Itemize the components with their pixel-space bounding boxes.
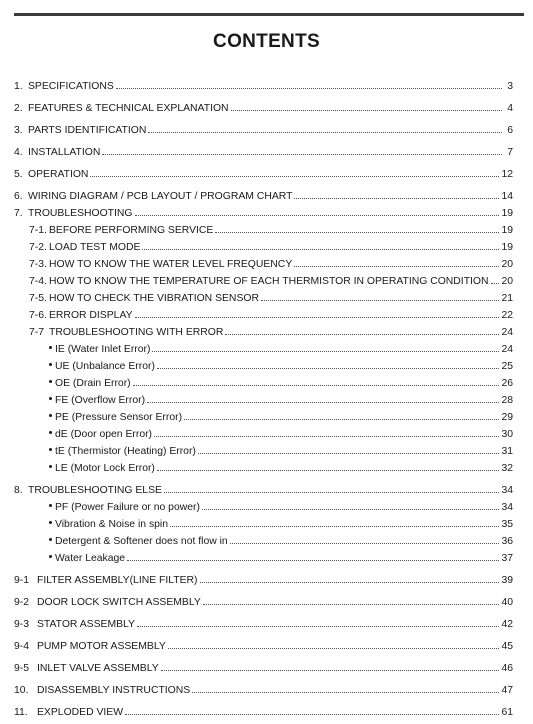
toc-entry-page: 36 — [501, 536, 513, 547]
dot-leader — [142, 240, 499, 250]
dot-leader — [203, 595, 500, 605]
toc-entry[interactable] — [14, 639, 513, 653]
toc-entry[interactable] — [49, 444, 513, 458]
dot-leader — [184, 410, 499, 420]
toc-entry-title: PARTS IDENTIFICATION — [28, 125, 147, 136]
toc-entry-title: BEFORE PERFORMING SERVICE — [49, 225, 214, 236]
dot-leader — [135, 206, 500, 216]
toc-entry[interactable] — [29, 240, 513, 254]
dot-leader — [154, 427, 499, 437]
toc-entry-page: 31 — [501, 446, 513, 457]
toc-entry-title: EXPLODED VIEW — [37, 707, 124, 718]
toc-entry-page: 30 — [501, 429, 513, 440]
toc-entry-page: 24 — [501, 327, 513, 338]
dot-leader — [127, 551, 499, 561]
toc-entry-page: 21 — [501, 293, 513, 304]
toc-entry[interactable] — [49, 393, 513, 407]
toc-entry-page: 34 — [501, 502, 513, 513]
dot-leader — [137, 617, 499, 627]
dot-leader — [202, 500, 499, 510]
dot-leader — [152, 342, 499, 352]
toc-entry-page: 3 — [507, 81, 513, 92]
toc-entry[interactable] — [49, 342, 513, 356]
toc-entry-page: 25 — [501, 361, 513, 372]
dot-leader — [102, 145, 502, 155]
bullet-icon — [49, 431, 52, 434]
dot-leader — [215, 223, 499, 233]
toc-entry-page: 20 — [501, 276, 513, 287]
dot-leader — [157, 359, 500, 369]
toc-entry-title: TROUBLESHOOTING WITH ERROR — [49, 327, 224, 338]
toc-entry[interactable] — [29, 325, 513, 339]
toc-entry-page: 26 — [501, 378, 513, 389]
toc-entry-title: DISASSEMBLY INSTRUCTIONS — [37, 685, 191, 696]
dot-leader — [164, 483, 499, 493]
toc-entry[interactable] — [49, 359, 513, 373]
toc-entry-title: WIRING DIAGRAM / PCB LAYOUT / PROGRAM CHART — [28, 191, 293, 202]
toc-entry[interactable] — [49, 410, 513, 424]
toc-entry-number: 9-1 — [14, 575, 30, 586]
toc-entry-number: 9-2 — [14, 597, 30, 608]
bullet-icon — [49, 414, 52, 417]
toc-entry[interactable] — [49, 461, 513, 475]
dot-leader — [294, 189, 499, 199]
toc-entry-title: PUMP MOTOR ASSEMBLY — [37, 641, 166, 652]
toc-entry[interactable] — [29, 274, 513, 288]
toc-entry-page: 19 — [501, 225, 513, 236]
page-title: CONTENTS — [213, 31, 320, 52]
toc-entry[interactable] — [29, 223, 513, 237]
toc-entry-page: 29 — [501, 412, 513, 423]
toc-entry-page: 42 — [501, 619, 513, 630]
toc-entry-number: 7. — [14, 208, 23, 219]
toc-entry[interactable] — [49, 534, 513, 548]
toc-entry-page: 14 — [501, 191, 513, 202]
toc-entry-title: TROUBLESHOOTING ELSE — [28, 485, 162, 496]
toc-entry-number: 5. — [14, 169, 23, 180]
bullet-icon — [49, 504, 52, 507]
toc-entry-title: Vibration & Noise in spin — [55, 519, 169, 530]
toc-entry-number: 11. — [14, 707, 28, 718]
toc-entry-page: 45 — [501, 641, 513, 652]
toc-entry-page: 20 — [501, 259, 513, 270]
toc-entry[interactable] — [14, 189, 513, 203]
toc-entry[interactable] — [29, 257, 513, 271]
toc-entry[interactable] — [14, 617, 513, 631]
toc-entry[interactable] — [14, 661, 513, 675]
toc-entry-number: 7-3. — [29, 259, 47, 270]
toc-entry[interactable] — [49, 500, 513, 514]
toc-entry-title: LE (Motor Lock Error) — [55, 463, 155, 474]
dot-leader — [491, 274, 500, 284]
toc-entry[interactable] — [49, 517, 513, 531]
toc-entry-page: 19 — [501, 208, 513, 219]
toc-entry-page: 34 — [501, 485, 513, 496]
toc-entry-title: OE (Drain Error) — [55, 378, 131, 389]
dot-leader — [225, 325, 499, 335]
dot-leader — [230, 534, 500, 544]
dot-leader — [200, 573, 500, 583]
toc-entry[interactable] — [14, 595, 513, 609]
toc-entry[interactable] — [29, 308, 513, 322]
toc-entry-title: TROUBLESHOOTING — [28, 208, 133, 219]
toc-entry-title: OPERATION — [28, 169, 89, 180]
dot-leader — [148, 123, 502, 133]
toc-entry-number: 7-1. — [29, 225, 47, 236]
toc-entry-number: 7-5. — [29, 293, 47, 304]
dot-leader — [161, 661, 500, 671]
toc-entry-title: dE (Door open Error) — [55, 429, 153, 440]
dot-leader — [192, 683, 499, 693]
dot-leader — [116, 79, 502, 89]
bullet-icon — [49, 448, 52, 451]
dot-leader — [261, 291, 499, 301]
toc-entry-title: DOOR LOCK SWITCH ASSEMBLY — [37, 597, 201, 608]
toc-entry[interactable] — [14, 167, 513, 181]
toc-entry-number: 10. — [14, 685, 29, 696]
toc-entry-page: 22 — [501, 310, 513, 321]
toc-entry[interactable] — [49, 427, 513, 441]
toc-entry[interactable] — [29, 291, 513, 305]
bullet-icon — [49, 363, 52, 366]
toc-entry-page: 32 — [501, 463, 513, 474]
toc-entry-number: 9-5 — [14, 663, 30, 674]
toc-entry-title: PE (Pressure Sensor Error) — [55, 412, 183, 423]
toc-entry[interactable] — [49, 551, 513, 565]
bullet-icon — [49, 397, 52, 400]
toc-entry-title: IE (Water Inlet Error) — [55, 344, 151, 355]
toc-entry-number: 7-4. — [29, 276, 47, 287]
toc-entry-title: INSTALLATION — [28, 147, 101, 158]
toc-entry-title: HOW TO KNOW THE WATER LEVEL FREQUENCY — [49, 259, 293, 270]
toc-entry[interactable] — [14, 79, 513, 93]
dot-leader — [147, 393, 499, 403]
toc-entry-page: 46 — [501, 663, 513, 674]
toc-entry-number: 6. — [14, 191, 23, 202]
dot-leader — [198, 444, 500, 454]
toc-entry-page: 28 — [501, 395, 513, 406]
toc-entry-title: Water Leakage — [55, 553, 126, 564]
toc-entry-title: ERROR DISPLAY — [49, 310, 133, 321]
toc-entry-page: 6 — [507, 125, 513, 136]
toc-entry-title: FEATURES & TECHNICAL EXPLANATION — [28, 103, 229, 114]
toc-entry-title: INLET VALVE ASSEMBLY — [37, 663, 159, 674]
dot-leader — [135, 308, 500, 318]
toc-entry-page: 39 — [501, 575, 513, 586]
toc-entry-page: 4 — [507, 103, 513, 114]
toc-entry[interactable] — [14, 145, 513, 159]
toc-entry-title: SPECIFICATIONS — [28, 81, 114, 92]
bullet-icon — [49, 465, 52, 468]
toc-entry[interactable] — [14, 101, 513, 115]
toc-entry-number: 7-6. — [29, 310, 47, 321]
toc-entry[interactable] — [14, 573, 513, 587]
toc-entry[interactable] — [49, 376, 513, 390]
toc-entry-page: 7 — [507, 147, 513, 158]
toc-entry-page: 37 — [501, 553, 513, 564]
toc-entry-title: LOAD TEST MODE — [49, 242, 141, 253]
toc-entry-title: FE (Overflow Error) — [55, 395, 146, 406]
toc-entry-number: 2. — [14, 103, 23, 114]
toc-entry-title: HOW TO CHECK THE VIBRATION SENSOR — [49, 293, 259, 304]
toc-entry-title: PF (Power Failure or no power) — [55, 502, 200, 513]
bullet-icon — [49, 380, 52, 383]
toc-entry-number: 8. — [14, 485, 23, 496]
dot-leader — [133, 376, 500, 386]
bullet-icon — [49, 538, 52, 541]
dot-leader — [294, 257, 499, 267]
bullet-icon — [49, 346, 52, 349]
toc-entry[interactable] — [14, 206, 513, 220]
bullet-icon — [49, 521, 52, 524]
toc-entry-title: HOW TO KNOW THE TEMPERATURE OF EACH THERMISTOR IN OPERATING CONDITION — [49, 276, 489, 287]
toc-entry-page: 19 — [501, 242, 513, 253]
toc-entry[interactable] — [14, 483, 513, 497]
toc-entry-title: STATOR ASSEMBLY — [37, 619, 135, 630]
dot-leader — [170, 517, 499, 527]
dot-leader — [157, 461, 500, 471]
toc-entry[interactable] — [14, 123, 513, 137]
toc-entry-page: 12 — [501, 169, 513, 180]
toc-entry-page: 35 — [501, 519, 513, 530]
toc-entry-page: 24 — [501, 344, 513, 355]
toc-entry-title: tE (Thermistor (Heating) Error) — [55, 446, 196, 457]
toc-entry-title: Detergent & Softener does not flow in — [55, 536, 228, 547]
toc-entry-page: 61 — [501, 707, 513, 718]
toc-entry-title: UE (Unbalance Error) — [55, 361, 155, 372]
toc-entry-number: 7-7 — [29, 327, 45, 338]
toc-entry[interactable] — [14, 683, 513, 697]
toc-entry-number: 7-2. — [29, 242, 47, 253]
toc-entry-number: 9-4 — [14, 641, 30, 652]
toc-entry-page: 40 — [501, 597, 513, 608]
toc-entry-title: FILTER ASSEMBLY(LINE FILTER) — [37, 575, 198, 586]
toc-entry-number: 3. — [14, 125, 23, 136]
dot-leader — [231, 101, 502, 111]
dot-leader — [125, 705, 499, 715]
toc-entry-number: 1. — [14, 81, 23, 92]
bullet-icon — [49, 555, 52, 558]
dot-leader — [168, 639, 500, 649]
toc-entry-number: 4. — [14, 147, 23, 158]
toc-entry-number: 9-3 — [14, 619, 30, 630]
dot-leader — [90, 167, 499, 177]
toc-entry-page: 47 — [501, 685, 513, 696]
toc-entry[interactable] — [14, 705, 513, 719]
